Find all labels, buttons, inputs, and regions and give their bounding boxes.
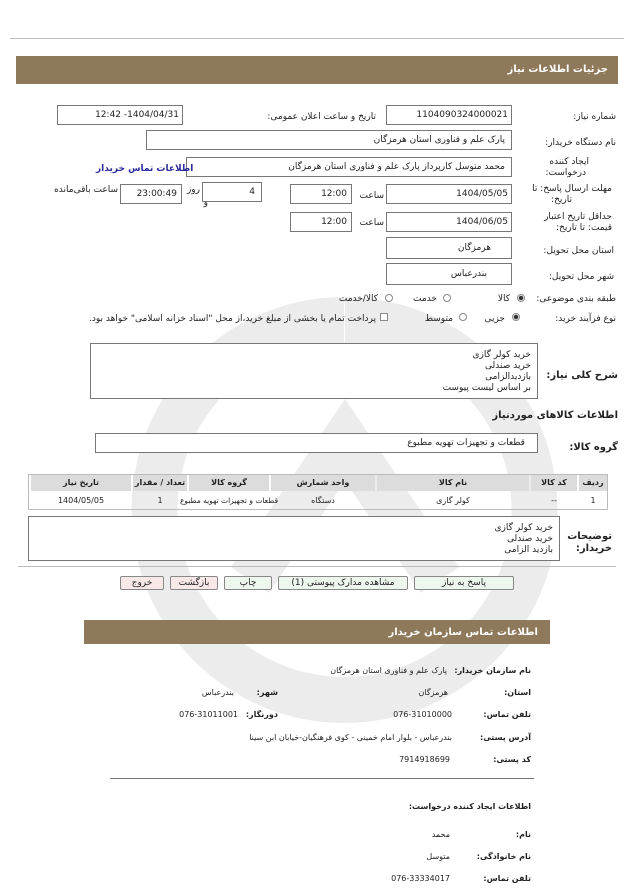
province-label: استان محل تحویل:	[543, 246, 614, 256]
description-label: شرح کلی نیاز:	[546, 370, 618, 381]
page-title: جزئیات اطلاعات نیاز	[507, 64, 608, 75]
buyer-notes-line: خرید کولر گازی	[494, 523, 553, 533]
contact-title: اطلاعات تماس سازمان خریدار	[388, 627, 538, 638]
hours-remaining-field: 23:00:49	[120, 184, 182, 204]
buyer-notes-underline	[18, 566, 616, 567]
contact-city-label: شهر:	[256, 688, 278, 697]
contact-address-label: آدرس پستی:	[480, 733, 531, 742]
goods-group-field: قطعات و تجهیزات تهویه مطبوع	[95, 433, 538, 453]
goods-table	[28, 474, 608, 510]
col-group: گروه کالا	[189, 475, 269, 491]
contact-province-label: استان:	[504, 688, 531, 697]
buyer-notes-line: بازدید الزامی	[504, 545, 553, 555]
print-button[interactable]: چاپ	[224, 576, 272, 590]
buyer-contact-link[interactable]: اطلاعات تماس خریدار	[96, 164, 194, 174]
city-field: بندرعباس	[386, 263, 512, 285]
category-goods-service-radio[interactable]	[385, 294, 393, 302]
creator-phone-label: تلفن تماس:	[483, 874, 531, 883]
min-validity-date-field: 1404/06/05	[386, 212, 512, 232]
goods-group-label: گروه کالا:	[569, 442, 618, 453]
back-button[interactable]: بازگشت	[170, 576, 218, 590]
description-line: بازدیدالزامی	[485, 372, 531, 382]
attachments-button[interactable]: مشاهده مدارک پیوستی (1)	[278, 576, 408, 590]
need-number-field: 1104090324000021	[386, 105, 512, 125]
min-validity-time-field: 12:00	[290, 212, 352, 232]
treasury-payment-note: پرداخت تمام یا بخشی از مبلغ خرید،از محل "اسناد خزانه اسلامی" خواهد بود.	[88, 314, 376, 324]
buyer-notes-line: خرید صندلی	[507, 534, 553, 544]
contact-postal-label: کد پستی:	[493, 755, 531, 764]
category-service-radio[interactable]	[443, 294, 451, 302]
creator-name: محمد	[431, 830, 450, 839]
col-date: تاریخ نیاز	[31, 475, 131, 491]
creator-field: محمد متوسل کارپرداز پارک علم و فناوری استان هرمزگان	[186, 157, 512, 177]
creator-family: متوسل	[426, 852, 450, 861]
send-deadline-date-field: 1404/05/05	[386, 184, 512, 204]
buyer-notes-label-2: خریدار:	[575, 543, 612, 554]
treasury-payment-checkbox[interactable]	[380, 313, 388, 321]
send-deadline-label-2: تاریخ:	[551, 195, 572, 205]
table-row: 1 -- کولر گازی دستگاه قطعات و تجهیزات تهویه مطبوع 1 1404/05/05	[57, 496, 596, 505]
goods-section-title: اطلاعات کالاهای موردنیاز	[492, 410, 618, 421]
buyer-org-label: نام دستگاه خریدار:	[545, 138, 616, 148]
purchase-minor-radio[interactable]	[512, 313, 520, 321]
top-divider	[10, 38, 624, 39]
purchase-minor-label: جزیی	[484, 314, 505, 324]
city-label: شهر محل تحویل:	[548, 272, 614, 282]
contact-divider	[110, 778, 534, 779]
send-deadline-time-label: ساعت	[359, 191, 384, 201]
contact-org-label: نام سازمان خریدار:	[454, 666, 531, 675]
category-goods-label: کالا	[497, 294, 510, 304]
purchase-type-label: نوع فرآیند خرید:	[555, 314, 616, 324]
creator-family-label: نام خانوادگی:	[476, 852, 531, 861]
announce-date-field: 1404/04/31- 12:42	[57, 105, 183, 125]
need-number-label: شماره نیاز:	[573, 112, 616, 122]
description-line: خرید صندلی	[485, 361, 531, 371]
hours-remaining-label: ساعت باقی‌مانده	[54, 185, 118, 195]
announce-date-label: تاریخ و ساعت اعلان عمومی:	[267, 112, 376, 122]
contact-postal: 7914918699	[399, 755, 450, 764]
category-goods-service-label: کالا/خدمت	[338, 294, 378, 304]
creator-label-2: درخواست:	[545, 168, 586, 178]
creator-name-label: نام:	[515, 830, 531, 839]
col-row: ردیف	[579, 475, 607, 491]
description-line: خرید کولر گازی	[472, 350, 531, 360]
min-validity-label: حداقل تاریخ اعتبار	[544, 212, 612, 222]
creator-phone: 076-33334017	[391, 874, 450, 883]
min-validity-time-label: ساعت	[359, 218, 384, 228]
exit-button[interactable]: خروج	[120, 576, 164, 590]
page-header	[16, 56, 618, 84]
col-code: کد کالا	[531, 475, 577, 491]
category-label: طبقه بندی موضوعی:	[536, 294, 616, 304]
contact-header	[84, 620, 550, 644]
send-deadline-time-field: 12:00	[290, 184, 352, 204]
contact-address: بندرعباس - بلوار امام خمینی - کوی فرهنگیان-خیابان ابن سینا	[249, 733, 452, 742]
category-goods-radio[interactable]	[517, 294, 525, 302]
purchase-medium-label: متوسط	[424, 314, 453, 324]
buyer-notes-label: توضیحات	[567, 531, 612, 542]
contact-phone: 076-31010000	[393, 710, 452, 719]
and-label: و	[203, 198, 208, 208]
description-line: بر اساس لیست پیوست	[442, 383, 531, 393]
description-box	[90, 343, 538, 399]
contact-province: هرمزگان	[418, 688, 448, 697]
buyer-org-field: پارک علم و فناوری استان هرمزگان	[146, 130, 512, 150]
contact-city: بندرعباس	[201, 688, 234, 697]
contact-fax-label: دورنگار:	[245, 710, 278, 719]
col-qty: تعداد / مقدار	[133, 475, 187, 491]
min-validity-label-2: قیمت: تا تاریخ:	[556, 223, 612, 233]
creator-label: ایجاد کننده	[549, 157, 589, 167]
days-label: روز	[186, 185, 200, 195]
purchase-medium-radio[interactable]	[459, 313, 467, 321]
col-unit: واحد شمارش	[271, 475, 375, 491]
province-field: هرمزگان	[386, 237, 512, 259]
contact-phone-label: تلفن تماس:	[483, 710, 531, 719]
reply-button[interactable]: پاسخ به نیاز	[414, 576, 514, 590]
category-service-label: خدمت	[413, 294, 437, 304]
days-remaining-field: 4	[202, 182, 262, 202]
buyer-notes-box	[28, 516, 560, 561]
contact-org: پارک علم و فناوری استان هرمزگان	[330, 666, 447, 675]
send-deadline-label: مهلت ارسال پاسخ: تا	[532, 184, 612, 194]
contact-fax: 076-31011001	[179, 710, 238, 719]
col-name: نام کالا	[377, 475, 529, 491]
creator-info-title: اطلاعات ایجاد کننده درخواست:	[408, 802, 531, 811]
